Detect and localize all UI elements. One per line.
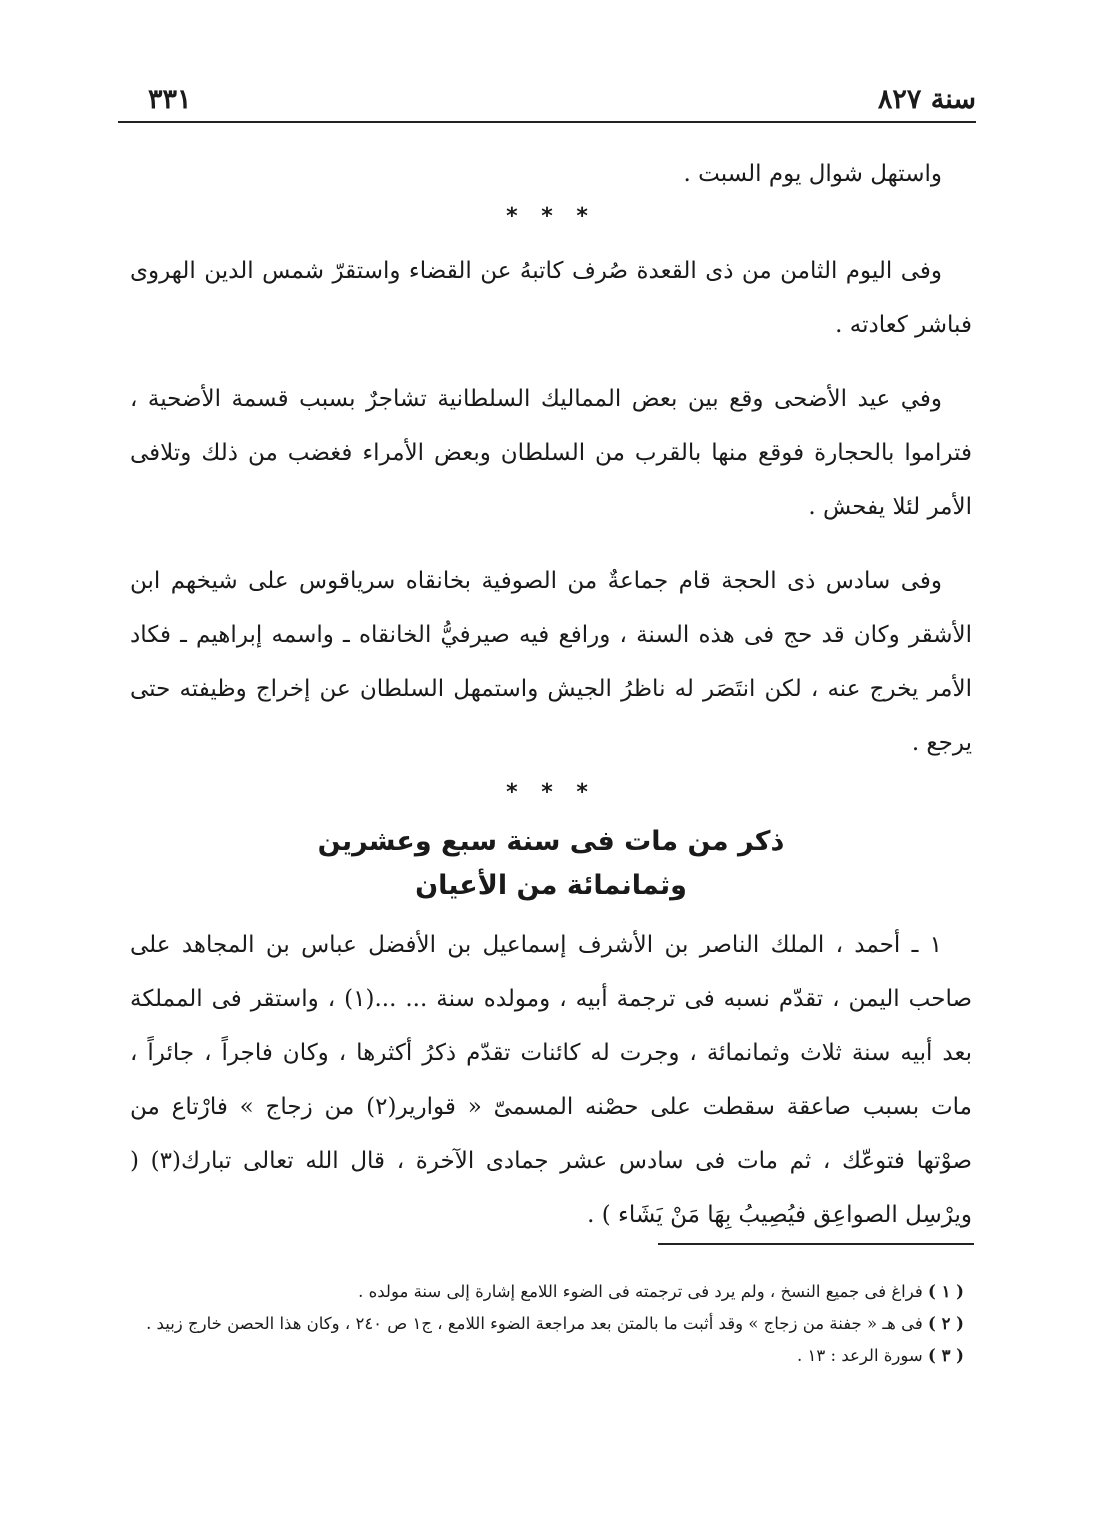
footnote-marker: ( ٣ ) (928, 1346, 964, 1365)
paragraph-shawwal: واستهل شوال يوم السبت . (683, 161, 942, 187)
header-year-title: سنة ٨٢٧ (877, 84, 976, 115)
page-number: ٣٣١ (148, 84, 192, 115)
header-rule (118, 121, 976, 123)
main-text (130, 154, 972, 1242)
footnote-2 (130, 1308, 972, 1340)
footnote-text: فراغ فى جميع النسخ ، ولم يرد فى ترجمته فى الضوء اللامع إشارة إلى سنة مولده . (358, 1282, 923, 1301)
footnote-text: فى هـ « جفنة من زجاج » وقد أثبت ما بالمتن بعد مراجعة الضوء اللامع ، ج١ ص ٢٤٠ ، وكان هذا الحصن خارج زبيد . (146, 1314, 923, 1333)
section-separator: * * * (506, 204, 596, 229)
paragraph-obituary-ahmad: ١ ـ أحمد ، الملك الناصر بن الأشرف إسماعيل بن الأفضل عباس بن المجاهد على صاحب اليمن ، تقدّم نسبه فى ترجمة أبيه ، ومولده سنة ... ...(١) ، واستقر فى المملكة بعد أبيه سنة ثلاث وثمانمائة ، وجرت له كائنات تقدّم ذكرُ أكثرها ، وكان فاجراً ، جائراً ، مات بسبب صاعقة سقطت على حصْنه المسمىّ « قوارير(٢) من زجاج » فارْتاع من صوْتها فتوعّك ، ثم مات فى سادس عشر جمادى الآخرة ، قال الله تعالى تبارك(٣) ( ويرْسِل الصواعِق فيُصِيبُ بِهَا مَنْ يَشَاء ) . (130, 932, 972, 1228)
footnote-marker: ( ٢ ) (928, 1314, 964, 1333)
footnote-3 (130, 1340, 972, 1372)
paragraph-dhul-qada: وفى اليوم الثامن من ذى القعدة صُرف كاتبهُ عن القضاء واستقرّ شمس الدين الهروى فباشر كعادته . (130, 258, 972, 338)
footnote-text: سورة الرعد : ١٣ . (797, 1346, 923, 1365)
footnote-marker: ( ١ ) (928, 1282, 964, 1301)
footnotes (130, 1276, 972, 1372)
heading-line: ذكر من مات فى سنة سبع وعشرين (317, 826, 785, 857)
running-header (118, 82, 976, 120)
section-heading (130, 820, 972, 908)
heading-line: وثمانمائة من الأعيان (415, 870, 687, 901)
footnote-1 (130, 1276, 972, 1308)
paragraph-eid-al-adha: وفي عيد الأضحى وقع بين بعض المماليك السلطانية تشاجرٌ بسبب قسمة الأضحية ، فتراموا بالحجارة فوقع منها بالقرب من السلطان وبعض الأمراء فغضب من ذلك وتلافى الأمر لئلا يفحش . (130, 386, 972, 520)
footnote-rule (658, 1243, 974, 1245)
section-separator: * * * (506, 780, 596, 805)
paragraph-dhul-hijja: وفى سادس ذى الحجة قام جماعةٌ من الصوفية بخانقاه سرياقوس على شيخهم ابن الأشقر وكان قد حج فى هذه السنة ، ورافع فيه صيرفيُّ الخانقاه ـ واسمه إبراهيم ـ فكاد الأمر يخرج عنه ، لكن انتَصَر له ناظرُ الجيش واستمهل السلطان عن إخراج وظيفته حتى يرجع . (130, 568, 972, 756)
